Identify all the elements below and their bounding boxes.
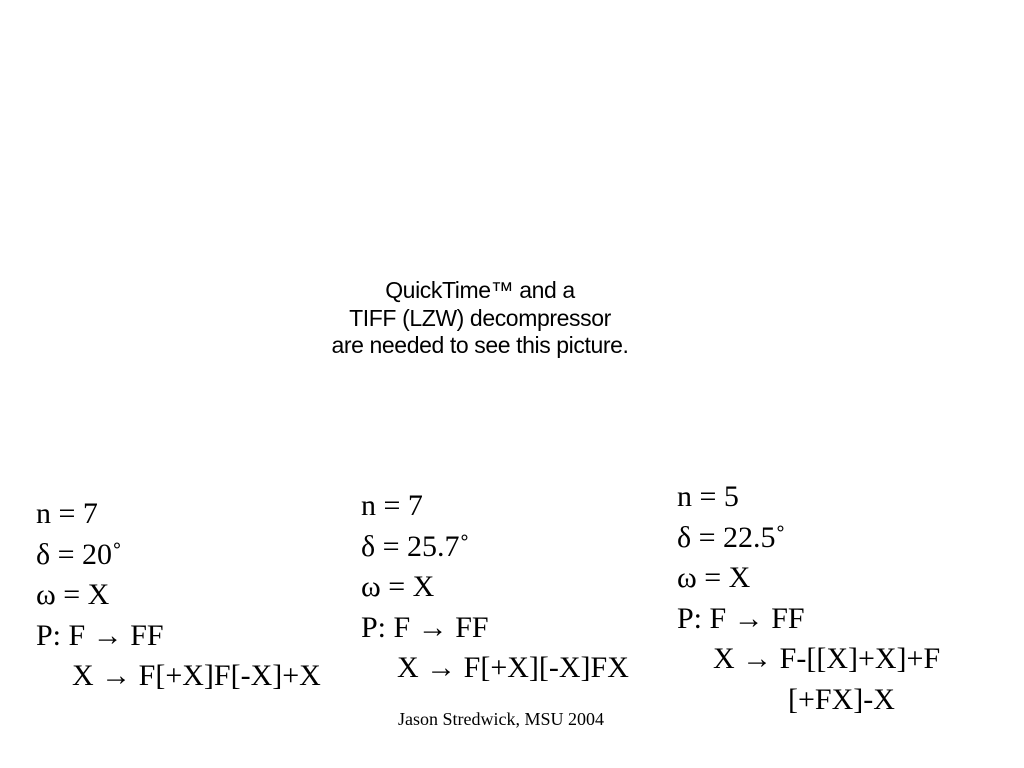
placeholder-line-2: TIFF (LZW) decompressor — [349, 304, 611, 331]
angle-label: δ = 25.7˚ — [361, 529, 470, 563]
production-f: P: F → FF — [677, 601, 805, 635]
production-x-continued: [+FX]-X — [788, 682, 895, 716]
production-x: X → F-[[X]+X]+F — [713, 642, 941, 675]
axiom-label: ω = X — [677, 561, 751, 594]
axiom-label: ω = X — [361, 570, 435, 603]
placeholder-line-1: QuickTime™ and a — [385, 277, 575, 303]
production-f: P: F → FF — [36, 618, 164, 652]
iterations-label: n = 5 — [677, 480, 739, 513]
production-x: X → F[+X][-X]FX — [397, 651, 629, 684]
lsystem-block-3 — [677, 477, 940, 720]
iterations-label: n = 7 — [361, 489, 423, 522]
production-x: X → F[+X]F[-X]+X — [72, 659, 321, 692]
production-f: P: F → FF — [361, 610, 489, 644]
angle-label: δ = 20˚ — [36, 537, 123, 571]
lsystem-block-1 — [36, 494, 321, 697]
missing-image-placeholder — [290, 277, 670, 360]
lsystem-block-2 — [361, 486, 629, 689]
iterations-label: n = 7 — [36, 497, 98, 530]
axiom-label: ω = X — [36, 578, 110, 611]
placeholder-line-3: are needed to see this picture. — [331, 332, 629, 358]
angle-label: δ = 22.5˚ — [677, 520, 786, 554]
footer-credit: Jason Stredwick, MSU 2004 — [398, 709, 604, 729]
